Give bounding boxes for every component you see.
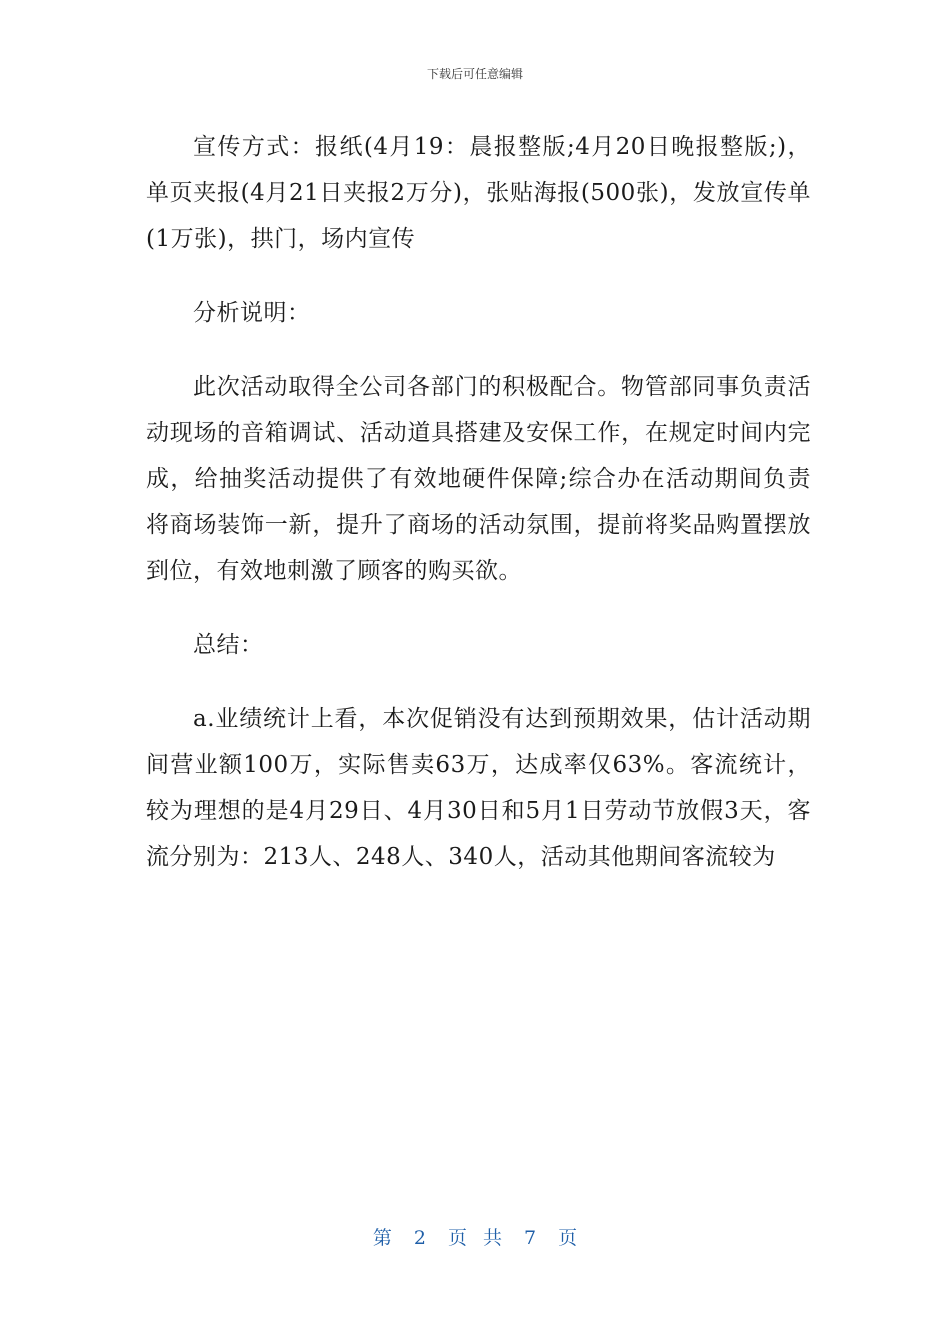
footer-current-page: 2 [413, 1227, 426, 1249]
footer-prefix: 第 [372, 1227, 392, 1249]
paragraph-analysis-detail: 此次活动取得全公司各部门的积极配合。物管部同事负责活动现场的音箱调试、活动道具搭建及安保工作，在规定时间内完成，给抽奖活动提供了有效地硬件保障;综合办在活动期间负责将商场装饰一新，提升了商场的活动氛围，提前将奖品购置摆放到位，有效地刺激了顾客的购买欲。 [146, 374, 811, 584]
footer-total-pages: 7 [524, 1227, 537, 1249]
paragraph-summary-detail: a.业绩统计上看，本次促销没有达到预期效果，估计活动期间营业额100万，实际售卖63万，达成率仅63%。客流统计，较为理想的是4月29日、4月30日和5月1日劳动节放假3天，客流分别为：213人、248人、340人，活动其他期间客流较为 [146, 706, 811, 870]
page-footer [0, 1226, 950, 1250]
document-body [146, 124, 811, 908]
paragraph-summary-heading: 总结： [193, 632, 264, 658]
page-header-note: 下载后可任意编辑 [426, 67, 523, 81]
footer-suffix: 页 [558, 1227, 578, 1249]
paragraph-analysis-heading: 分析说明： [193, 300, 311, 326]
paragraph-promotion-methods: 宣传方式：报纸(4月19：晨报整版;4月20日晚报整版;)，单页夹报(4月21日夹报2万分)，张贴海报(500张)，发放宣传单(1万张)，拱门，场内宣传 [146, 134, 811, 252]
footer-middle: 页 共 [447, 1227, 503, 1249]
